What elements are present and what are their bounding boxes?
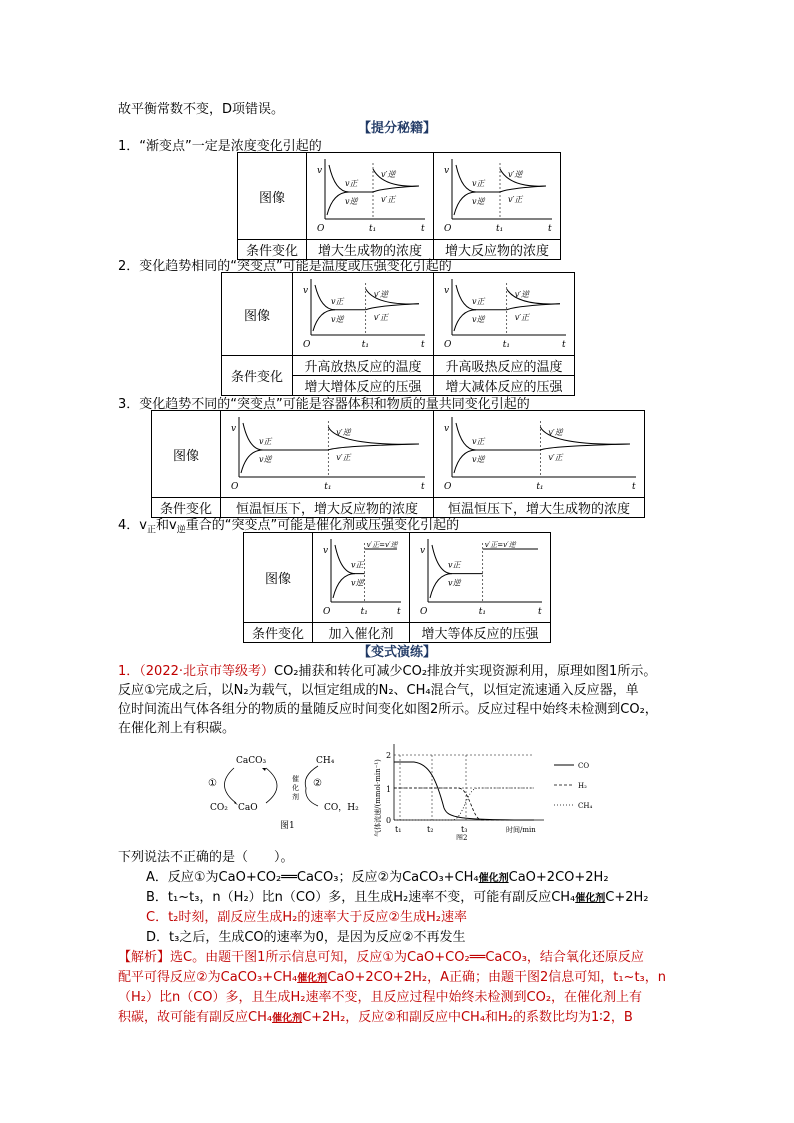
label-v-zheng: v正 <box>472 437 485 446</box>
origin-label: O <box>420 607 428 617</box>
fig2-legend-ch4: CH₄ <box>578 802 593 810</box>
t1-label: t₁ <box>360 607 368 617</box>
curve-after-lower <box>373 186 419 192</box>
curve-after-upper <box>500 169 546 186</box>
problem-line-3: 位时间流出气体各组分的物质的量随反应时间变化如图2所示。反应过程中始终未检测到CO₂， <box>118 702 658 717</box>
analysis-catalyst: 催化剂 <box>272 1013 303 1024</box>
analysis-line-3: （H₂）比n（CO）多，且生成H₂速率不变，且反应过程中始终未检测到CO₂，在催化剂上有 <box>118 990 643 1005</box>
label-v-ni: v逆 <box>351 578 364 588</box>
option-b-end: C+2H₂ <box>605 890 649 905</box>
label-v-zheng: v正 <box>472 179 485 188</box>
problem-line-1 <box>118 660 656 679</box>
fig2-curve-h2 <box>394 788 534 820</box>
fig1-caption: 图1 <box>280 821 295 830</box>
cond-cell: 增大生成物的浓度 <box>307 240 434 260</box>
option-a <box>146 866 609 885</box>
cond-label: 条件变化 <box>152 498 221 518</box>
label-vp-ni: v′逆 <box>336 428 351 437</box>
axis-v-label: v <box>317 166 323 176</box>
analysis-part: 积碳，故可能有副反应CH₄ <box>118 1010 273 1025</box>
axis-v-label: v <box>303 286 309 296</box>
image-label: 图像 <box>238 153 307 240</box>
fig1-caco3: CaCO₃ <box>236 756 267 766</box>
graph-diff-trend-2 <box>434 411 644 493</box>
analysis-part: C+2H₂，反应②和副反应中CH₄和H₂的系数比均为1∶2，B <box>302 1010 633 1025</box>
label-vp-ni: v′逆 <box>508 170 523 179</box>
fig1-arc-right <box>266 768 277 803</box>
option-a-catalyst: 催化剂 <box>478 873 509 884</box>
origin-label: O <box>444 482 452 492</box>
label-v-ni: v逆 <box>345 197 358 206</box>
label-v-zheng: v正 <box>331 296 344 306</box>
image-label: 图像 <box>244 533 313 623</box>
axis-t-label: t <box>421 224 425 234</box>
section-header-practice: 【变式演练】 <box>358 645 437 660</box>
item-2-title: 2．变化趋势相同的“突变点”可能是温度或压强变化引起的 <box>118 259 452 274</box>
analysis-line-2 <box>118 966 666 985</box>
analysis-part: CaO+2CO+2H₂，A正确；由题干图2信息可知，t₁~t₃，n <box>327 970 667 985</box>
fig1-arc-left <box>224 768 236 803</box>
label-vp-zheng: v′正 <box>373 312 389 322</box>
curve-v-zheng <box>243 423 328 450</box>
cond-label: 条件变化 <box>238 240 307 260</box>
t1-label: t₁ <box>496 224 504 234</box>
label-v-ni: v逆 <box>472 314 485 324</box>
cond-cell: 增大反应物的浓度 <box>434 240 561 260</box>
t1-label: t₁ <box>502 340 510 350</box>
fig2-caption: 图2 <box>456 834 468 840</box>
label-vp-zheng: v′正 <box>336 453 351 462</box>
fig2-xtick-t1: t₁ <box>395 825 402 834</box>
t1-label: t₁ <box>324 482 332 492</box>
fig2-ytick-1: 1 <box>386 785 392 794</box>
cond-label: 条件变化 <box>244 623 313 643</box>
graph-gradual-product <box>307 153 433 235</box>
label-vp-zheng: v′正 <box>508 195 523 204</box>
curve-v-zheng <box>456 423 540 450</box>
curve-after-upper <box>373 169 419 186</box>
option-b <box>146 886 649 905</box>
label-v-ni: v逆 <box>472 455 485 464</box>
graph-catalyst <box>313 533 409 618</box>
cond-cell: 恒温恒压下，增大反应物的浓度 <box>221 498 434 518</box>
origin-label: O <box>231 482 239 492</box>
label-v-ni: v逆 <box>259 455 272 464</box>
axis-t-label: t <box>562 340 566 350</box>
option-c: C．t₂时刻，副反应生成H₂的速率大于反应②生成H₂速率 <box>146 910 468 925</box>
origin-label: O <box>323 607 331 617</box>
fig2-xtick-t3: t₃ <box>461 825 468 834</box>
top-line: 故平衡常数不变，D项错误。 <box>118 102 285 117</box>
label-v-ni: v逆 <box>472 197 485 206</box>
image-label: 图像 <box>222 273 293 356</box>
label-v-eq: v′正=v′逆 <box>366 541 398 549</box>
option-b-text: B．t₁~t₃，n（H₂）比n（CO）多，且生成H₂速率不变，可能有副反应CH₄ <box>146 890 576 905</box>
axis-t-label: t <box>548 224 552 234</box>
label-vp-ni: v′逆 <box>514 290 530 299</box>
fig2-curve-ch4 <box>394 788 534 820</box>
fig2-ylabel: 气体流速/(mmol·min⁻¹) <box>374 759 382 837</box>
fig2-legend-co: CO <box>578 762 590 770</box>
item-2-table <box>221 272 575 396</box>
fig1-reaction-1: ① <box>208 778 217 789</box>
axis-v-label: v <box>231 424 237 434</box>
problem-line-2: 反应①完成之后，以N₂为载气，以恒定组成的N₂、CH₄混合气，以恒定流速通入反应器，单 <box>118 683 639 698</box>
item-3-title: 3．变化趋势不同的“突变点”可能是容器体积和物质的量共同变化引起的 <box>118 397 530 412</box>
fig1-arrowhead <box>262 768 266 771</box>
title-sub: 正 <box>146 525 156 536</box>
axis-t-label: t <box>632 482 636 492</box>
t1-label: t₁ <box>478 607 486 617</box>
fig2-xlabel: 时间/min <box>506 826 536 834</box>
label-v-zheng: v正 <box>259 437 272 446</box>
cond-cell: 增大等体反应的压强 <box>410 623 551 643</box>
fig1-co-h2: CO，H₂ <box>324 803 359 813</box>
origin-label: O <box>317 224 325 234</box>
label-vp-ni: v′逆 <box>381 170 396 179</box>
analysis-part: 配平可得反应②为CaCO₃+CH₄ <box>118 970 298 985</box>
cond-cell: 增大增体反应的压强 <box>293 376 434 396</box>
label-v-ni: v逆 <box>448 578 461 588</box>
title-part: 4．v <box>118 518 147 533</box>
curve-after-lower <box>507 304 560 310</box>
label-vp-zheng: v′正 <box>548 453 563 462</box>
fig1-ch4: CH₄ <box>316 756 335 766</box>
question-stem: 下列说法不正确的是（ ）。 <box>118 850 294 865</box>
analysis-line-4 <box>118 1006 633 1025</box>
option-b-catalyst: 催化剂 <box>575 893 606 904</box>
figure-1-cycle <box>206 748 368 830</box>
item-1-title: 1．“渐变点”一定是浓度变化引起的 <box>118 139 322 154</box>
cond-cell: 加入催化剂 <box>313 623 410 643</box>
section-header-tips: 【提分秘籍】 <box>358 121 437 136</box>
cond-cell: 升高放热反应的温度 <box>293 356 434 376</box>
image-label: 图像 <box>152 411 221 498</box>
origin-label: O <box>444 340 452 350</box>
axis-v-label: v <box>444 166 450 176</box>
label-vp-ni: v′逆 <box>373 290 389 299</box>
fig2-xtick-t2: t₂ <box>427 825 434 834</box>
label-v-zheng: v正 <box>345 179 358 188</box>
label-vp-zheng: v′正 <box>381 195 396 204</box>
problem-line-4: 在催化剂上有积碳。 <box>118 721 236 736</box>
axis-t-label: t <box>538 607 542 617</box>
curve-after-lower <box>328 444 419 450</box>
axis-t-label: t <box>397 607 401 617</box>
curve-after-lower <box>540 444 630 450</box>
fig2-ytick-2: 2 <box>386 751 392 760</box>
axis-t-label: t <box>421 340 425 350</box>
label-v-eq: v′正=v′逆 <box>484 541 516 549</box>
cond-label: 条件变化 <box>222 356 293 396</box>
label-vp-ni: v′逆 <box>548 428 563 437</box>
origin-label: O <box>444 224 452 234</box>
title-sub: 逆 <box>176 525 186 536</box>
curve-after-lower <box>366 304 419 310</box>
fig1-reaction-2: ② <box>313 778 322 789</box>
option-a-end: CaO+2CO+2H₂ <box>508 870 609 885</box>
t1-label: t₁ <box>536 482 544 492</box>
axis-v-label: v <box>444 424 450 434</box>
analysis-catalyst: 催化剂 <box>297 973 328 984</box>
title-part: 重合的“突变点”可能是催化剂或压强变化引起的 <box>185 518 460 533</box>
analysis-line-1: 【解析】选C。由题干图1所示信息可知，反应①为CaO+CO₂══CaCO₃，结合氧化还原反应 <box>118 950 644 965</box>
axis-t-label: t <box>421 482 425 492</box>
label-v-zheng: v正 <box>351 560 364 570</box>
fig2-legend-h2: H₂ <box>578 782 587 790</box>
graph-diff-trend-1 <box>221 411 433 493</box>
axis-v-label: v <box>444 286 450 296</box>
problem-source: 1．（2022·北京市等级考） <box>118 664 274 679</box>
item-4-table <box>243 532 551 643</box>
problem-text: CO₂捕获和转化可减少CO₂排放并实现资源利用，原理如图1所示。 <box>274 664 657 679</box>
graph-same-trend-2 <box>434 273 574 351</box>
fig1-catalyst: 催化剂 <box>292 775 299 801</box>
label-v-zheng: v正 <box>472 296 485 306</box>
item-1-table <box>237 152 561 260</box>
fig1-cao: CaO <box>238 803 258 813</box>
label-vp-zheng: v′正 <box>514 312 530 322</box>
graph-same-trend-1 <box>293 273 433 351</box>
graph-gradual-reactant <box>434 153 560 235</box>
title-part: 和v <box>155 518 177 533</box>
option-d: D．t₃之后，生成CO的速率为0，是因为反应②不再发生 <box>146 930 466 945</box>
option-a-text: A．反应①为CaO+CO₂══CaCO₃；反应②为CaCO₃+CH₄ <box>146 870 479 885</box>
label-v-zheng: v正 <box>448 560 461 570</box>
fig2-ytick-0: 0 <box>386 816 392 825</box>
item-3-table <box>151 410 645 518</box>
t1-label: t₁ <box>369 224 377 234</box>
cond-cell: 升高吸热反应的温度 <box>434 356 575 376</box>
axis-v-label: v <box>420 546 426 556</box>
axis-v-label: v <box>323 546 329 556</box>
t1-label: t₁ <box>361 340 369 350</box>
label-v-ni: v逆 <box>331 314 344 324</box>
fig1-co2: CO₂ <box>210 803 228 813</box>
figure-2-flow-rate <box>374 738 614 840</box>
cond-cell: 增大减体反应的压强 <box>434 376 575 396</box>
origin-label: O <box>303 340 311 350</box>
cond-cell: 恒温恒压下，增大生成物的浓度 <box>434 498 645 518</box>
curve-after-lower <box>500 186 546 192</box>
graph-equal-volume <box>410 533 550 618</box>
